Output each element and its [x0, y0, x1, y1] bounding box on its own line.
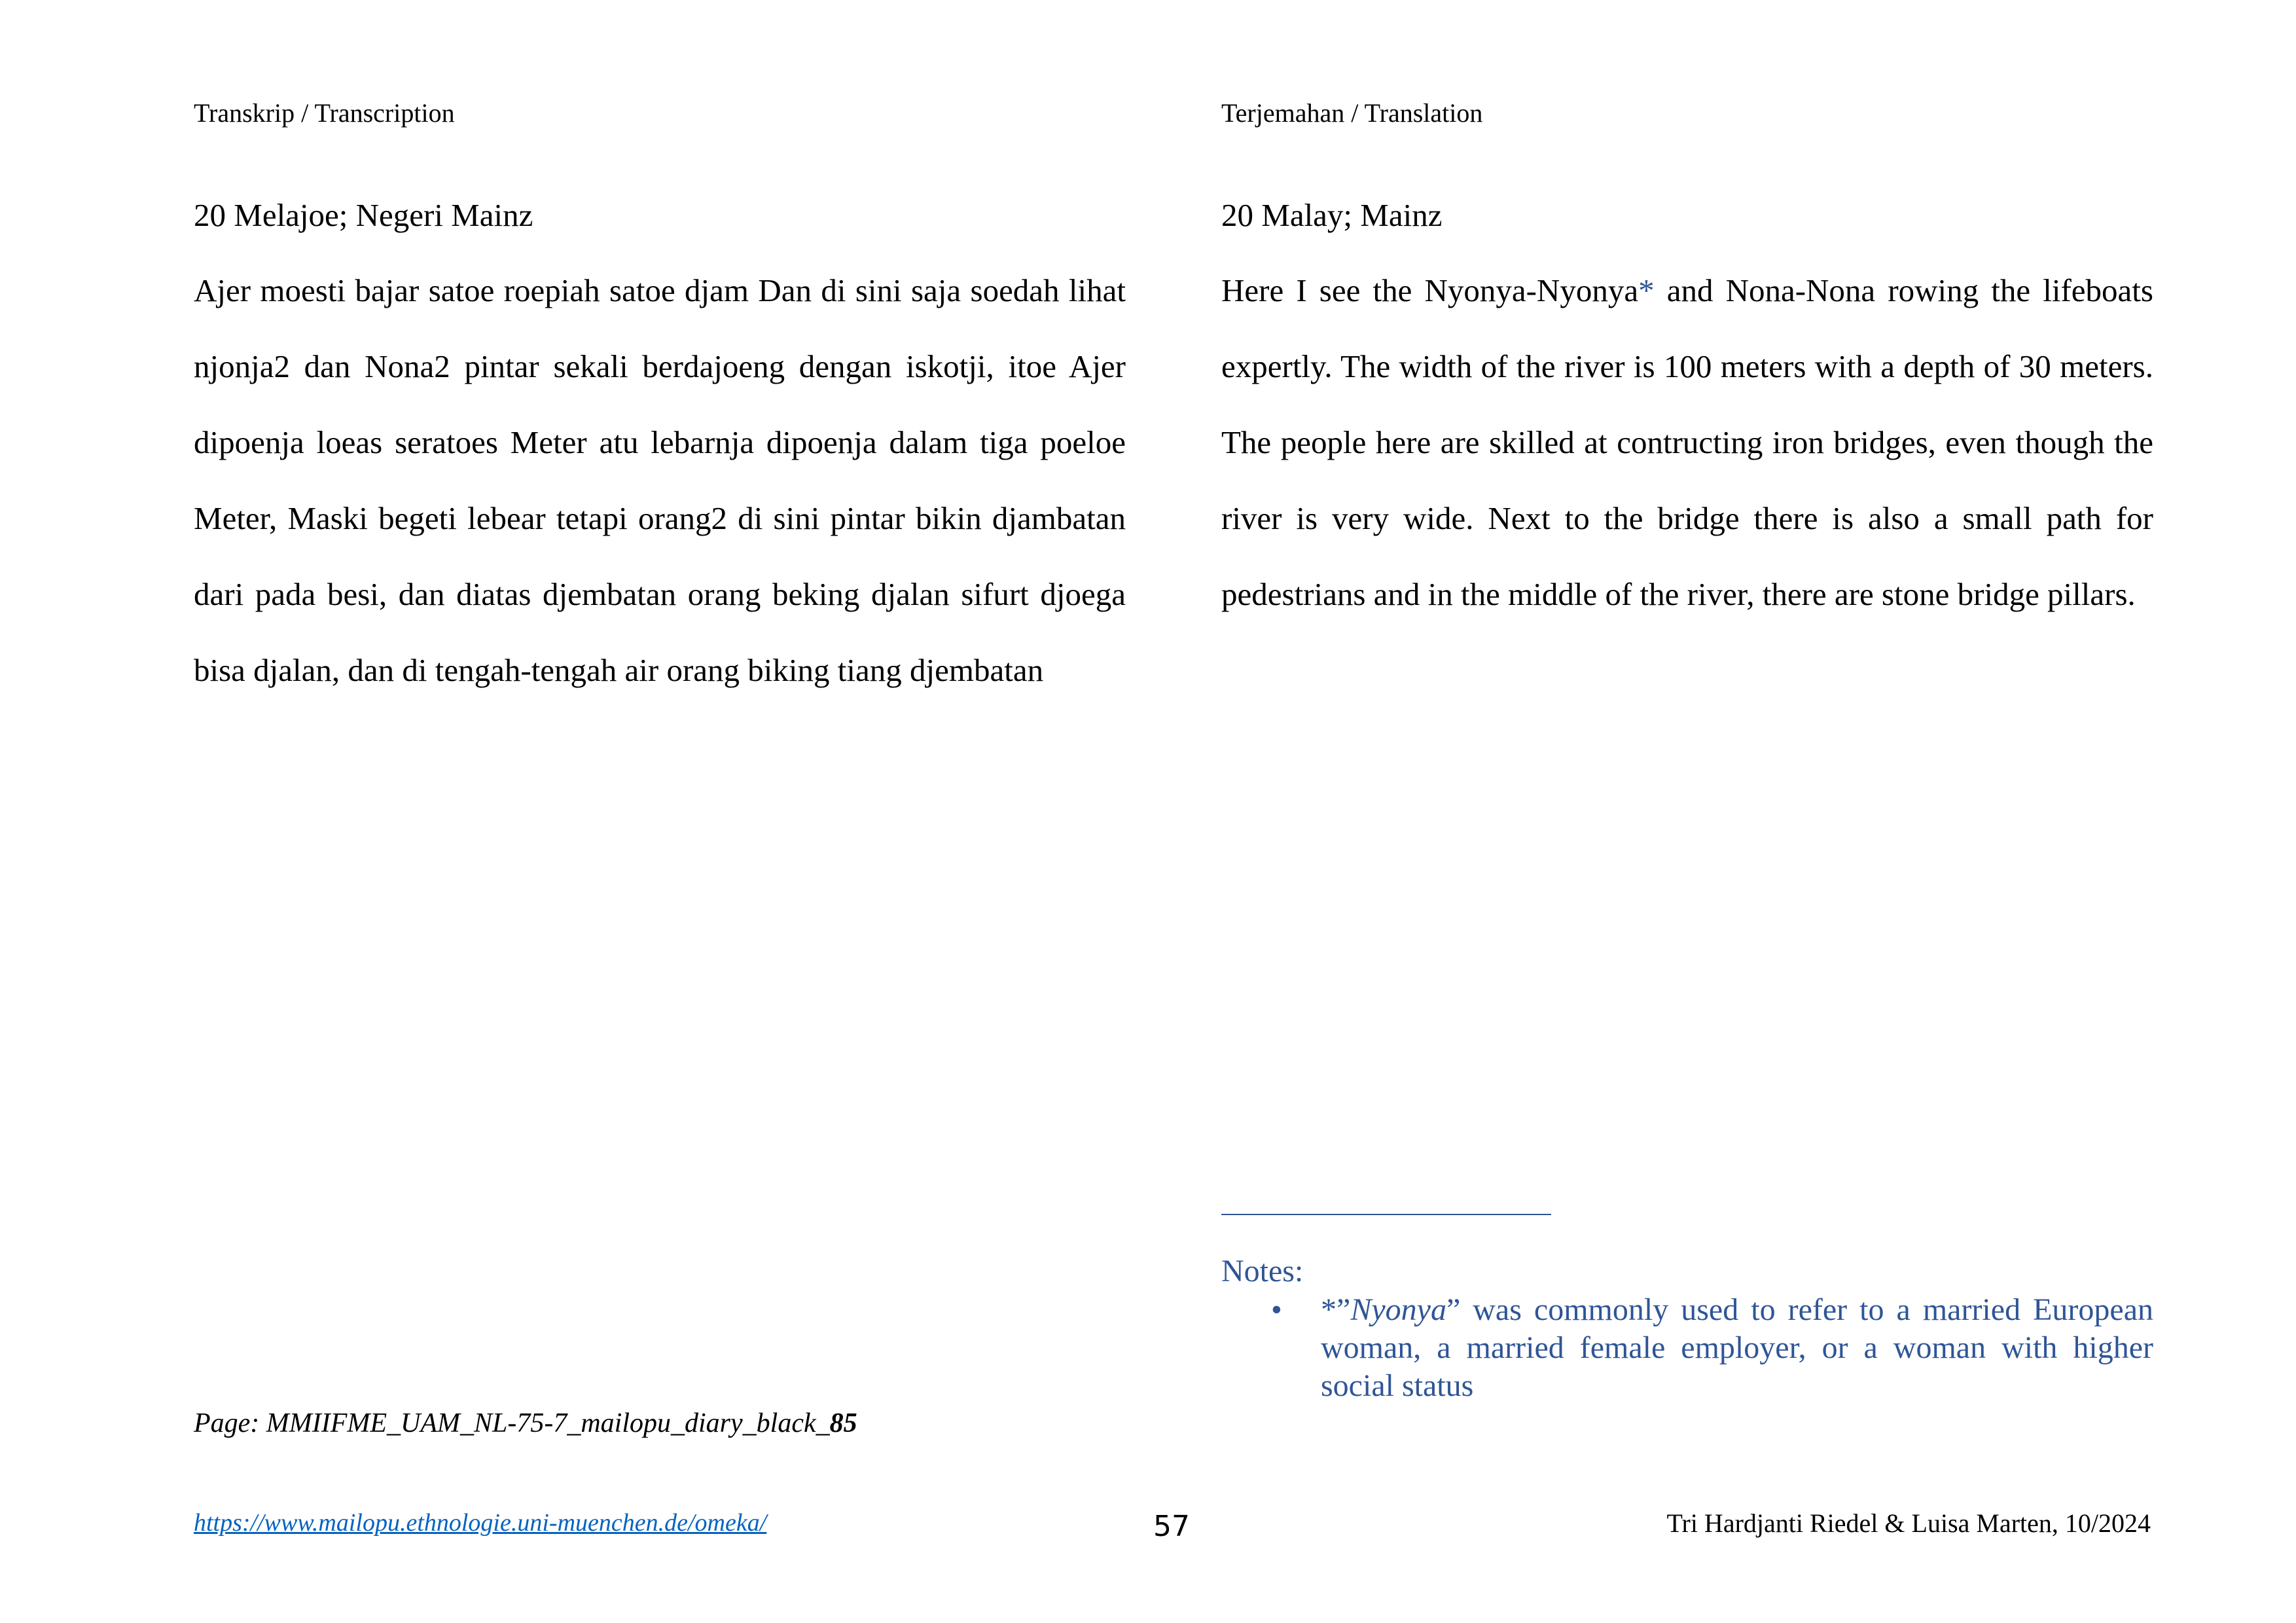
translation-body — [1221, 253, 2153, 632]
transcription-column — [194, 192, 1126, 708]
note-term: Nyonya — [1350, 1292, 1446, 1327]
translation-column — [1221, 192, 2153, 632]
omeka-link[interactable]: https://www.mailopu.ethnologie.uni-muenchen.de/omeka/ — [194, 1509, 767, 1537]
translation-body-start: Here I see the Nyonya-Nyonya — [1221, 272, 1639, 308]
translation-column-header: Terjemahan / Translation — [1221, 98, 1483, 128]
page-reference — [194, 1406, 857, 1440]
transcription-body: Ajer moesti bajar satoe roepiah satoe djam Dan di sini saja soedah lihat njonja2 dan Nona2 pintar sekali berdajoeng dengan iskotji, itoe Ajer dipoenja loeas seratoes Meter atu lebarnja dipoenja dalam tiga poeloe Meter, Maski begeti lebear tetapi orang2 di sini pintar bikin djambatan dari pada besi, dan diatas djembatan orang beking djalan sifurt djoega bisa djalan, dan di tengah-tengah air orang biking tiang djembatan — [194, 272, 1126, 688]
page-reference-prefix: Page: MMIIFME_UAM_NL-75-7_mailopu_diary_black_ — [194, 1408, 830, 1438]
bullet-icon: • — [1271, 1292, 1282, 1327]
transcription-title: 20 Melajoe; Negeri Mainz — [194, 197, 533, 233]
footer-credit: Tri Hardjanti Riedel & Luisa Marten, 10/2024 — [1666, 1508, 2151, 1538]
translation-title: 20 Malay; Mainz — [1221, 197, 1443, 233]
footnote-marker: * — [1638, 272, 1655, 308]
notes-list — [1221, 1291, 2153, 1405]
note-item — [1221, 1291, 2153, 1405]
transcription-column-header: Transkrip / Transcription — [194, 98, 455, 128]
note-prefix: *” — [1321, 1292, 1351, 1327]
notes-section — [1221, 1252, 2153, 1405]
footnote-separator — [1221, 1214, 1551, 1215]
note-text: ” was commonly used to refer to a married European woman, a married female employer, or a woman with higher social status — [1321, 1292, 2153, 1403]
page-reference-number: 85 — [829, 1408, 857, 1438]
notes-heading: Notes: — [1221, 1254, 1304, 1288]
translation-body-end: and Nona-Nona rowing the lifeboats expertly. The width of the river is 100 meters with a depth of 30 meters. The people here are skilled at contructing iron bridges, even though the river is very wide. Next to the bridge there is also a small path for pedestrians and in the middle of the river, there are stone bridge pillars. — [1221, 272, 2153, 612]
page-number: 57 — [1153, 1510, 1190, 1543]
